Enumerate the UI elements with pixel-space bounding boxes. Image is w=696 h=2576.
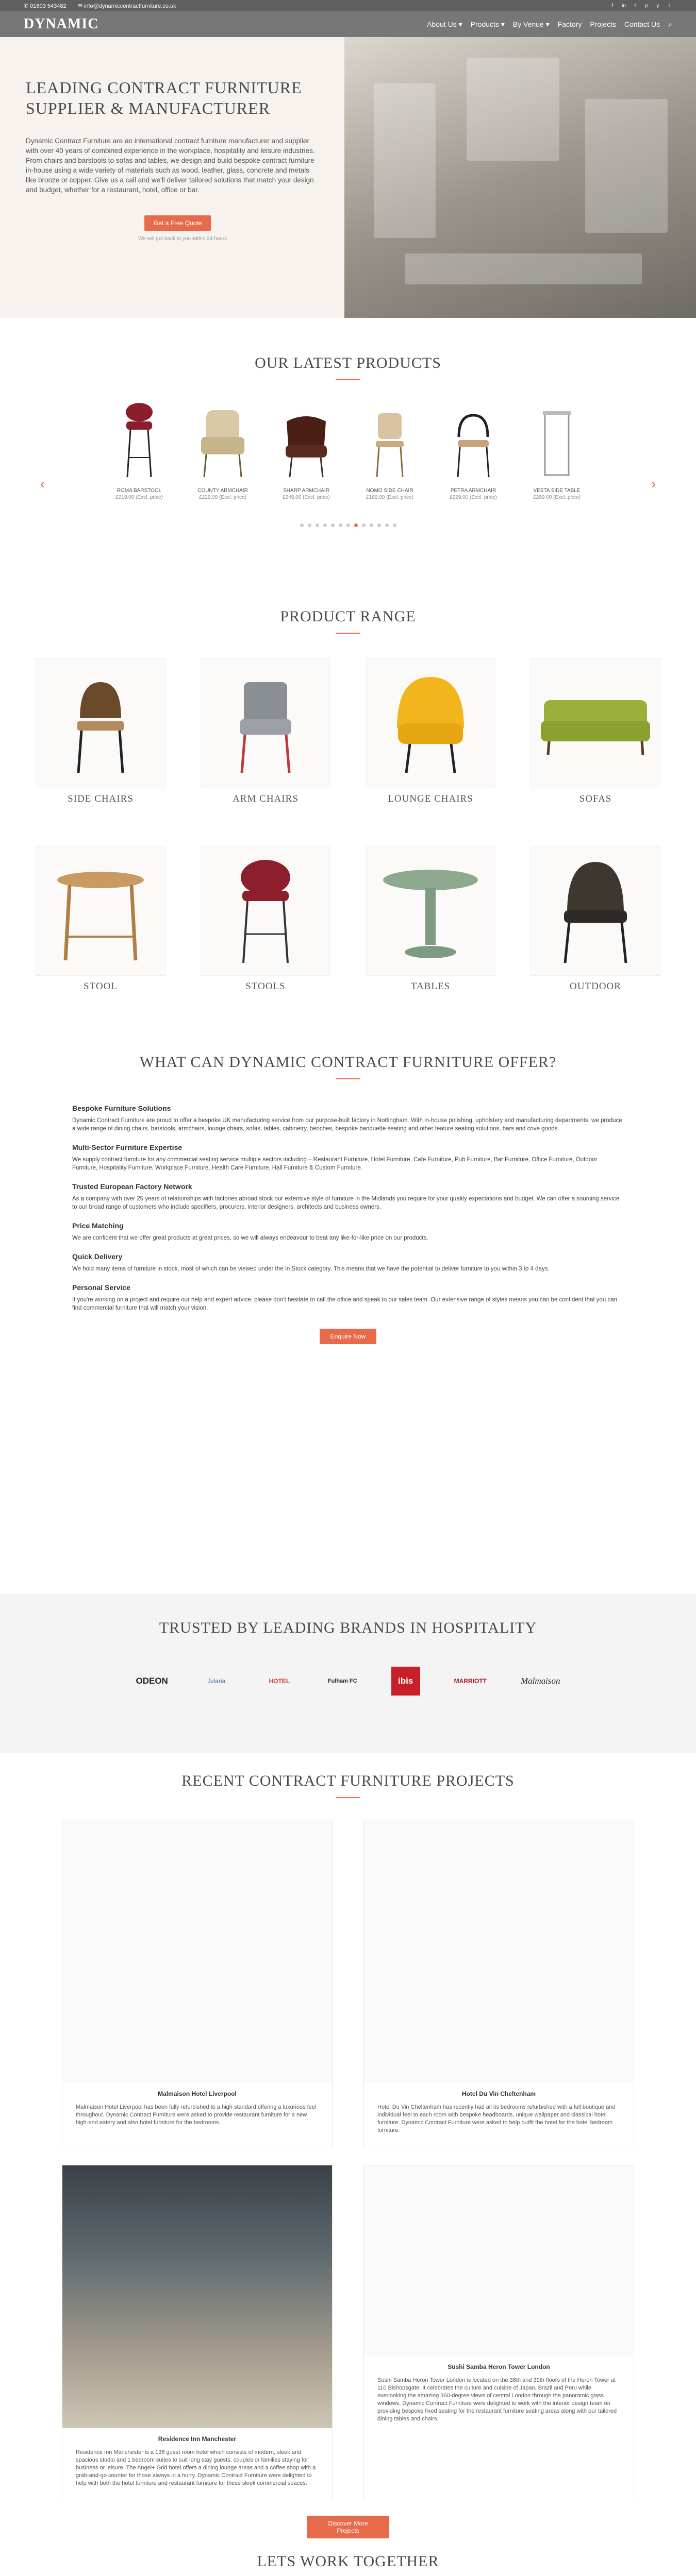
discover-projects-button[interactable]: Discover More Projects bbox=[307, 2516, 389, 2538]
work-title: LETS WORK TOGETHER bbox=[257, 2553, 439, 2570]
latest-title: OUR LATEST PRODUCTS bbox=[255, 354, 441, 371]
nav-products[interactable]: Products ▾ bbox=[470, 20, 505, 28]
youtube-icon[interactable]: y bbox=[656, 3, 659, 9]
product-price: £219.00 (Excl. price) bbox=[115, 495, 163, 500]
phone[interactable]: ✆ 01603 543482 bbox=[24, 3, 67, 9]
side-chair-image bbox=[372, 411, 408, 478]
enquire-now-button[interactable]: Enquire Now bbox=[320, 1329, 376, 1344]
offer-section bbox=[0, 1054, 696, 1344]
email-address: info@dynamiccontractfurniture.co.uk bbox=[84, 3, 176, 9]
linkedin-icon[interactable]: in bbox=[622, 3, 626, 9]
menu bbox=[427, 20, 672, 29]
offer-heading: Personal Service bbox=[72, 1283, 130, 1292]
offer-heading: Price Matching bbox=[72, 1222, 124, 1230]
product-name: PETRA ARMCHAIR bbox=[450, 488, 496, 494]
category-side-chairs[interactable]: SIDE CHAIRS bbox=[36, 658, 165, 805]
social-links bbox=[609, 3, 672, 9]
project-card[interactable] bbox=[62, 2165, 333, 2499]
offer-heading: Bespoke Furniture Solutions bbox=[72, 1104, 171, 1112]
category-stool[interactable]: STOOL bbox=[36, 846, 165, 992]
latest-products bbox=[0, 354, 696, 527]
product-price: £245.00 (Excl. price) bbox=[283, 495, 330, 500]
hero bbox=[0, 37, 696, 318]
offer-text: As a company with over 25 years of relationships with factories abroad stock our extensive style of furniture in the Midlands you require for your quality expectations and budget. We can offer a sourcing service to our broad range of customers who include specifiers, procurers, interior designers, architects and business owners. bbox=[72, 1196, 620, 1210]
pinterest-icon[interactable]: p bbox=[645, 3, 648, 9]
hero-panel bbox=[0, 37, 344, 318]
armchair-image bbox=[453, 411, 494, 478]
project-text: Malmaison Hotel Liverpool has been fully refurbished to a high standard offering a luxurious feel throughout. Dynamic Contract Furniture were asked to provide restaurant furniture for a new high-end eatery and also hotel furniture for the bedrooms. bbox=[76, 2104, 317, 2126]
nav-contact[interactable]: Contact Us bbox=[624, 20, 660, 28]
hero-note: We will get back to you within 24 hours bbox=[138, 236, 227, 242]
offer-title: WHAT CAN DYNAMIC CONTRACT FURNITURE OFFER? bbox=[139, 1054, 557, 1071]
offer-text: We are confident that we offer great products at great prices, so we will always endeavour to beat any like-for-like price on our products. bbox=[72, 1235, 428, 1241]
top-bar bbox=[0, 0, 696, 11]
project-name: Residence Inn Manchester bbox=[158, 2435, 237, 2443]
twitter-icon[interactable]: t bbox=[634, 3, 636, 9]
side-table-image bbox=[539, 406, 575, 478]
email[interactable]: ✉ info@dynamiccontractfurniture.co.uk bbox=[77, 3, 176, 9]
project-name: Malmaison Hotel Liverpool bbox=[158, 2090, 237, 2097]
product-price: £229.00 (Excl. price) bbox=[199, 495, 246, 500]
hero-title: LEADING CONTRACT FURNITURE SUPPLIER & MANUFACTURER bbox=[26, 78, 302, 117]
facebook-icon[interactable]: f bbox=[611, 3, 614, 9]
carousel-dots bbox=[0, 523, 696, 527]
free-quote-button[interactable]: Get a Free Quote bbox=[144, 215, 211, 231]
product-card[interactable] bbox=[359, 401, 420, 501]
product-price: £299.00 (Excl. price) bbox=[533, 495, 581, 500]
product-name: NOMO SIDE CHAIR bbox=[366, 488, 413, 494]
project-name: Hotel Du Vin Cheltenham bbox=[461, 2090, 536, 2097]
brand-jvlaria-logo: Jvlaria bbox=[207, 1677, 226, 1685]
offer-heading: Multi-Sector Furniture Expertise bbox=[72, 1143, 183, 1151]
instagram-icon[interactable]: i bbox=[668, 3, 670, 9]
contact-section bbox=[0, 2553, 696, 2576]
nav-about[interactable]: About Us ▾ bbox=[427, 20, 462, 28]
brand-marriott-logo: MARRIOTT bbox=[454, 1677, 487, 1685]
project-text: Residence Inn Manchester is a 136 guest room hotel which consists of modern, sleek and spacious studio and 1 bedroom suites to suit long stay guests, couples or families staying for business or leisure. The Angel+ Grid hotel offers a dining lounge areas and a coffee shop with a grab-and-go counter for those always in a hurry. Dynamic Contract Furniture were delighted to help with both the hotel furniture and restaurant furniture for these sleek commercial spaces. bbox=[76, 2449, 316, 2486]
project-name: Sushi Samba Heron Tower London bbox=[448, 2363, 550, 2370]
category-stools[interactable]: STOOLS bbox=[201, 846, 330, 992]
brand-odeon-logo: ODEON bbox=[136, 1676, 168, 1686]
chevron-left-icon[interactable]: ‹ bbox=[40, 476, 45, 492]
product-card[interactable] bbox=[192, 401, 253, 501]
brand-malmaison-logo: Malmaison bbox=[521, 1676, 560, 1686]
hero-text: Dynamic Contract Furniture are an international contract furniture manufacturer and supplier with over 40 years of combined experience in the workplace, hospitality and leisure industries. From chairs and barstools to sofas and tables, we design and build bespoke contract furniture in-house using a wide variety of materials such as wood, leather, glass, concrete and metals like bronze or copper. Give us a call and we'll deliver tailored solutions that match your design and budget, whether for a restaurant, hotel, office or bar. bbox=[26, 137, 315, 194]
product-card[interactable] bbox=[443, 401, 504, 501]
product-card[interactable] bbox=[109, 401, 170, 501]
category-outdoor[interactable]: OUTDOOR bbox=[531, 846, 660, 992]
product-card[interactable] bbox=[276, 401, 337, 501]
product-price: £229.00 (Excl. price) bbox=[450, 495, 497, 500]
product-name: COUNTY ARMCHAIR bbox=[197, 488, 248, 494]
projects-title: RECENT CONTRACT FURNITURE PROJECTS bbox=[181, 1772, 515, 1789]
offer-text: Dynamic Contract Furniture are proud to offer a bespoke UK manufacturing service from our purpose-built factory in Nottingham. With in-house polishing, upholstery and manufacturing departments, we produce a wide range of dining chairs, barstools, armchairs, lounge chairs, sofas, tables, cabinetry, benches, bespoke banquette seating and other feature seating solutions, bars and cove goods. bbox=[72, 1117, 622, 1132]
trusted-title: TRUSTED BY LEADING BRANDS IN HOSPITALITY bbox=[159, 1619, 537, 1636]
hero-photo bbox=[343, 37, 696, 318]
category-tables[interactable]: TABLES bbox=[366, 846, 495, 992]
offer-text: We supply contract furniture for any commercial seating service multiple sectors including – Restaurant Furniture, Hotel Furniture, Cafe Furniture, Pub Furniture, Bar Furniture, Office Furniture, Outdoor Furniture, Hospitality Furniture, Workplace Furniture, Health Care Furniture, Hall Furniture & Custom Furniture. bbox=[72, 1157, 598, 1171]
armchair-image bbox=[280, 411, 332, 478]
offer-text: If you're working on a project and require our help and expert advice, please don't hesitate to call the office and speak to our sales team. Our extensive range of styles means you can be confident that you can find commercial furniture that will match your vision. bbox=[72, 1297, 618, 1311]
nav-factory[interactable]: Factory bbox=[557, 20, 582, 28]
project-text: Sushi Samba Heron Tower London is located on the 38th and 39th floors of the Heron Tower at 110 Bishopsgate. It celebrates the culture and cuisine of Japan, Brazil and Peru while overlooking the amazing 360-degree views of central London through the panoramic glass windows. Dynamic Contract Furniture were delighted to work with the interior design team on providing bespoke fixed seating for the restaurant furniture seating areas along with our tailored dining tables and chairs. bbox=[377, 2377, 617, 2422]
project-text: Hotel Du Vin Cheltenham has recently had all its bedrooms refurbished with a full boutique and individual feel to each room with bespoke headboards, unique wallpaper and classical hotel furniture. Dynamic Contract Furniture were asked to help outfit the hotel for the hotel bedroom furniture. bbox=[377, 2104, 616, 2133]
barstool-image bbox=[121, 401, 157, 478]
product-name: ROMA BARSTOOL bbox=[117, 488, 162, 494]
logo[interactable]: DYNAMIC bbox=[24, 16, 99, 32]
product-card[interactable] bbox=[526, 401, 587, 501]
search-icon[interactable]: ⌕ bbox=[668, 20, 672, 28]
nav-by-venue[interactable]: By Venue ▾ bbox=[512, 20, 550, 28]
brand-hotel-logo: HOTEL bbox=[269, 1677, 290, 1685]
trusted-brands bbox=[0, 1594, 696, 1753]
armchair-image bbox=[197, 406, 248, 478]
phone-number: 01603 543482 bbox=[30, 3, 67, 9]
offer-text: We hold many items of furniture in stock, most of which can be viewed under the In Stock category. This means that we have the potential to deliver furniture to you within 3 to 4 days. bbox=[72, 1266, 550, 1272]
project-card[interactable] bbox=[62, 1820, 333, 2146]
product-range bbox=[0, 608, 696, 992]
category-arm-chairs[interactable]: ARM CHAIRS bbox=[201, 658, 330, 805]
nav-projects[interactable]: Projects bbox=[590, 20, 616, 28]
project-card[interactable] bbox=[363, 2165, 634, 2499]
product-name: VESTA SIDE TABLE bbox=[533, 488, 581, 494]
brand-fulham-logo: Fulham FC bbox=[327, 1678, 357, 1684]
offer-heading: Trusted European Factory Network bbox=[72, 1182, 192, 1191]
category-lounge-chairs[interactable]: LOUNGE CHAIRS bbox=[366, 658, 495, 805]
projects-section bbox=[0, 1772, 696, 2538]
offer-heading: Quick Delivery bbox=[72, 1252, 123, 1261]
category-sofas[interactable]: SOFAS bbox=[531, 658, 660, 805]
project-card[interactable] bbox=[363, 1820, 634, 2146]
product-name: SHARP ARMCHAIR bbox=[283, 488, 329, 494]
main-nav bbox=[0, 11, 696, 37]
product-price: £189.00 (Excl. price) bbox=[366, 495, 413, 500]
chevron-right-icon[interactable]: › bbox=[651, 476, 656, 492]
brand-ibis-logo: ibis bbox=[391, 1667, 420, 1696]
range-title: PRODUCT RANGE bbox=[280, 608, 416, 625]
